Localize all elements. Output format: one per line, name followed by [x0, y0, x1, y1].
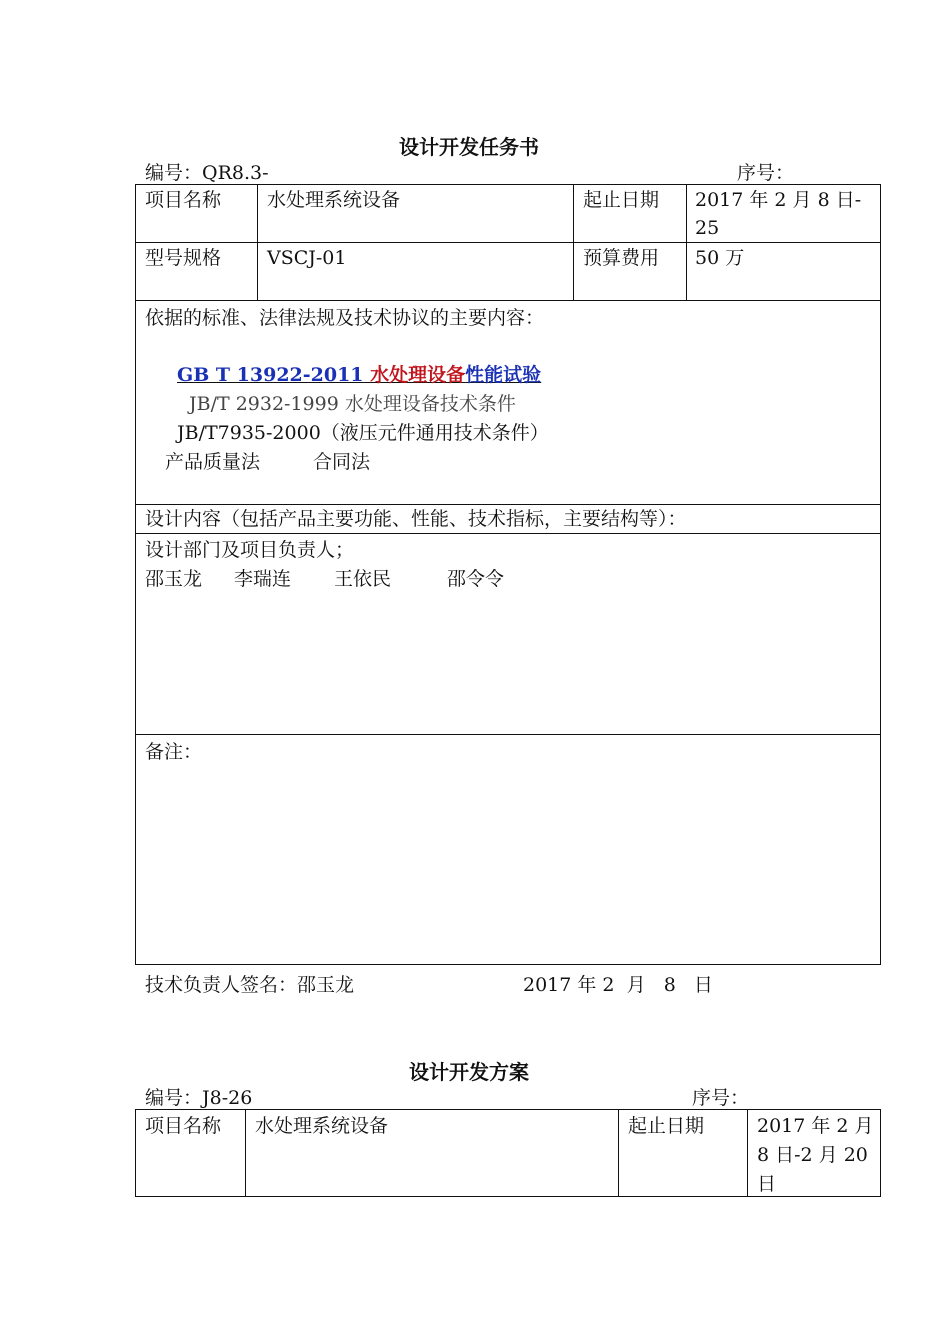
plan-date-range-label: 起止日期 — [628, 1115, 705, 1137]
model-value: VSCJ-01 — [267, 247, 347, 269]
signature-date: 2017 年 2 月 8 日 — [523, 974, 713, 996]
plan-title: 设计开发方案 — [409, 1060, 529, 1084]
date-range-value-line2: 25 — [695, 217, 720, 239]
remarks-label: 备注： — [145, 741, 203, 763]
plan-seq: 序号： — [692, 1087, 750, 1109]
date-range-label: 起止日期 — [583, 189, 660, 211]
standard-item-contract-law: 合同法 — [313, 451, 371, 473]
plan-date-line3: 日 — [757, 1173, 777, 1195]
standard-item-quality-law: 产品质量法 — [165, 451, 261, 473]
standard-item-jbt-7935: JB/T7935-2000（液压元件通用技术条件） — [177, 422, 549, 444]
dept-heading: 设计部门及项目负责人； — [145, 539, 355, 561]
plan-date-line1: 2017 年 2 月 — [757, 1115, 874, 1137]
plan-date-line2: 8 日-2 月 20 — [757, 1144, 868, 1166]
plan-project-name-label: 项目名称 — [145, 1115, 222, 1137]
signature-label: 技术负责人签名：邵玉龙 — [145, 974, 355, 996]
plan-code: 编号：J8-26 — [145, 1087, 253, 1109]
dept-person: 王依民 — [334, 568, 392, 590]
standard-item-jbt-2932: JB/T 2932-1999 水处理设备技术条件 — [189, 393, 516, 415]
standard-item-gb-link[interactable] — [177, 361, 541, 390]
task-book-seq: 序号： — [737, 162, 795, 184]
standards-heading: 依据的标准、法律法规及技术协议的主要内容： — [145, 307, 545, 329]
standard-item-gb-red: 水处理设备 — [370, 364, 466, 386]
standard-item-gb-code: GB T 13922-2011 — [177, 364, 371, 386]
project-name-label: 项目名称 — [145, 189, 222, 211]
standard-item-gb-blue: 性能试验 — [465, 364, 542, 386]
budget-value: 50 万 — [695, 247, 745, 269]
task-book-code: 编号：QR8.3- — [145, 162, 269, 184]
dept-person: 邵令令 — [447, 568, 505, 590]
task-book-title: 设计开发任务书 — [399, 135, 539, 159]
plan-project-name-value: 水处理系统设备 — [255, 1115, 389, 1137]
date-range-value-line1: 2017 年 2 月 8 日- — [695, 189, 862, 211]
dept-person: 邵玉龙 — [145, 568, 203, 590]
budget-label: 预算费用 — [583, 247, 660, 269]
model-label: 型号规格 — [145, 247, 222, 269]
project-name-value: 水处理系统设备 — [267, 189, 401, 211]
design-content-heading: 设计内容（包括产品主要功能、性能、技术指标，主要结构等）： — [145, 508, 687, 530]
dept-person: 李瑞连 — [234, 568, 292, 590]
